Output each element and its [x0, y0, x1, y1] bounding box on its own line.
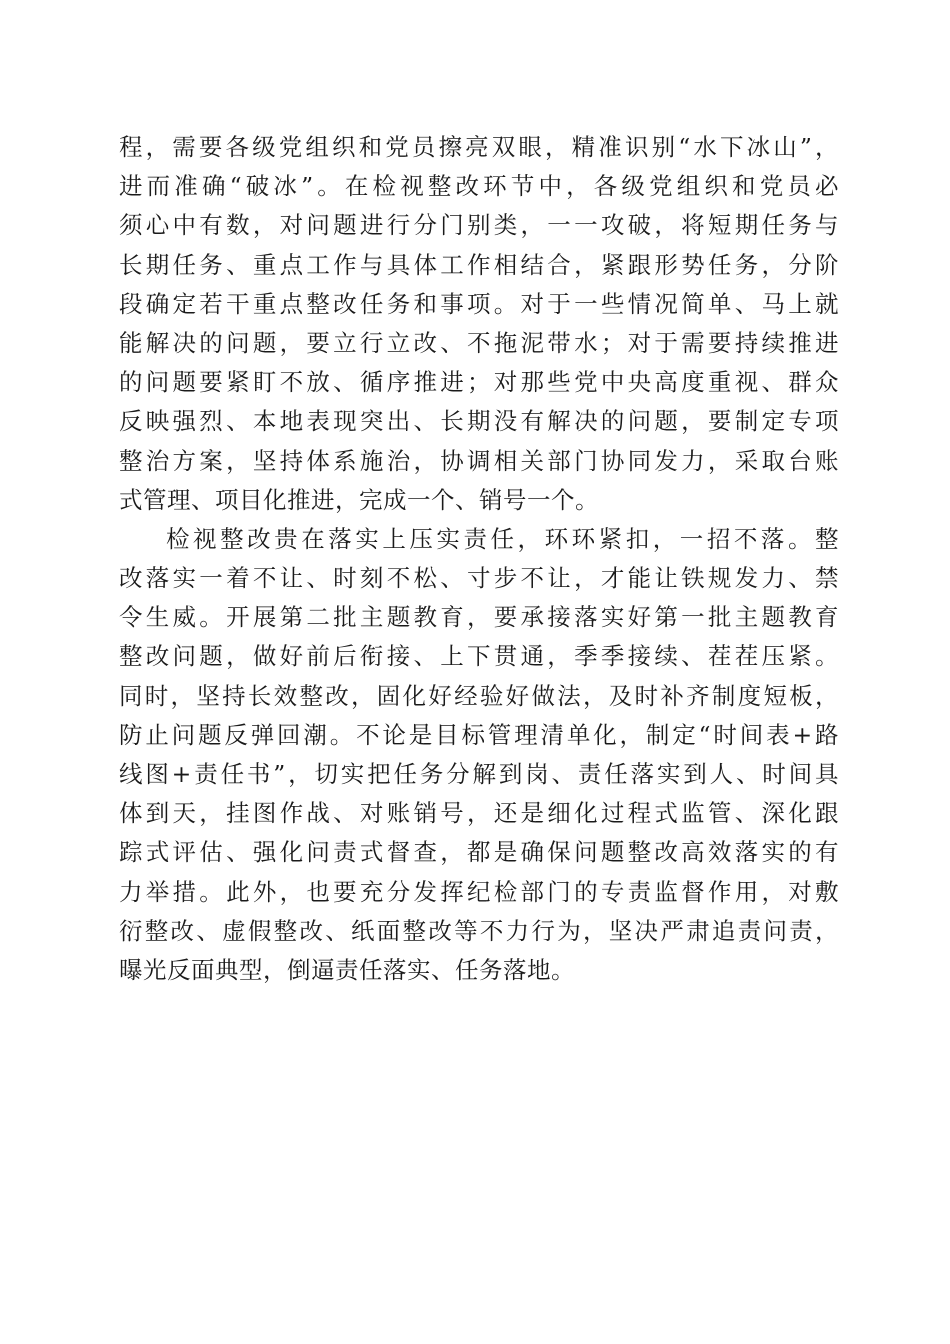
text-line: 踪式评估、强化问责式督查，都是确保问题整改高效落实的有: [119, 838, 839, 867]
text-line: 能解决的问题，要立行立改、不拖泥带水；对于需要持续推进: [119, 328, 839, 357]
text-line: 须心中有数，对问题进行分门别类，一一攻破，将短期任务与: [119, 211, 839, 240]
text-line: 反映强烈、本地表现突出、长期没有解决的问题，要制定专项: [119, 407, 839, 436]
text-line: 衍整改、虚假整改、纸面整改等不力行为，坚决严肃追责问责，: [119, 916, 839, 945]
text-line: 程，需要各级党组织和党员擦亮双眼，精准识别“水下冰山”，: [119, 133, 839, 161]
text-line: 令生威。开展第二批主题教育，要承接落实好第一批主题教育: [119, 603, 839, 632]
text-line: 式管理、项目化推进，完成一个、销号一个。: [119, 485, 599, 514]
text-line: 段确定若干重点整改任务和事项。对于一些情况简单、马上就: [119, 289, 839, 318]
text-line: 进而准确“破冰”。在检视整改环节中，各级党组织和党员必: [119, 172, 839, 201]
text-line: 体到天，挂图作战、对账销号，还是细化过程式监管、深化跟: [119, 799, 839, 828]
body-text: [119, 128, 839, 990]
paragraph-2: [119, 520, 839, 990]
text-line: 线图+责任书”，切实把任务分解到岗、责任落实到人、时间具: [119, 760, 839, 788]
paragraph-1: [119, 128, 839, 520]
text-line: 整治方案，坚持体系施治，协调相关部门协同发力，采取台账: [119, 446, 839, 475]
text-line: 同时，坚持长效整改，固化好经验好做法，及时补齐制度短板，: [119, 681, 839, 710]
text-line: 检视整改贵在落实上压实责任，环环紧扣，一招不落。整: [166, 524, 839, 553]
text-line: 防止问题反弹回潮。不论是目标管理清单化，制定“时间表+路: [119, 720, 839, 749]
text-line: 力举措。此外，也要充分发挥纪检部门的专责监督作用，对敷: [119, 877, 839, 906]
text-line: 的问题要紧盯不放、循序推进；对那些党中央高度重视、群众: [119, 368, 839, 397]
text-line: 长期任务、重点工作与具体工作相结合，紧跟形势任务，分阶: [119, 250, 839, 279]
text-line: 曝光反面典型，倒逼责任落实、任务落地。: [119, 955, 575, 984]
text-line: 改落实一着不让、时刻不松、寸步不让，才能让铁规发力、禁: [119, 564, 839, 593]
text-line: 整改问题，做好前后衔接、上下贯通，季季接续、茬茬压紧。: [119, 642, 839, 671]
